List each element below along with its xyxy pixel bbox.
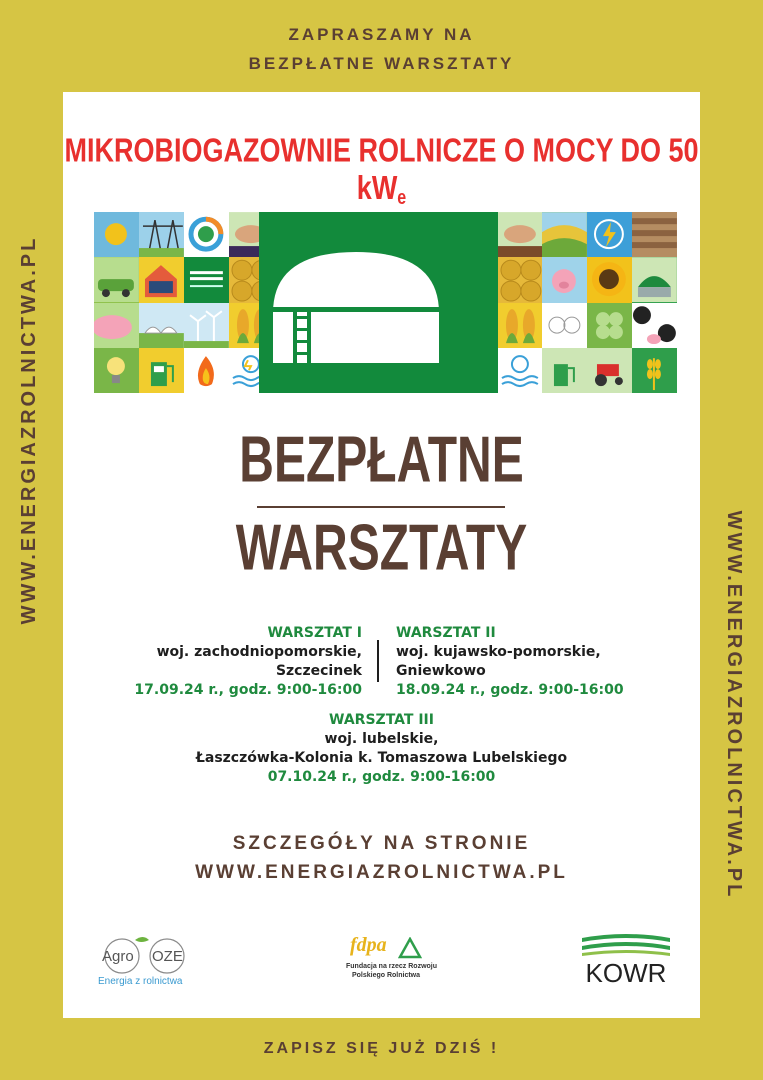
- agro-logo-text: Agro: [102, 948, 134, 965]
- tractor-icon: [587, 348, 632, 393]
- biogas-plant-icon: [259, 212, 453, 393]
- fdpa-line2: Polskiego Rolnictwa: [351, 972, 421, 979]
- oze-logo-text: OZE: [152, 948, 183, 965]
- workshop-1-date: 17.09.24 r., godz. 9:00-16:00: [134, 682, 362, 698]
- main-heading: [63, 131, 700, 217]
- sunflower-icon: [587, 257, 632, 302]
- details-url[interactable]: WWW.ENERGIAZROLNICTWA.PL: [195, 862, 568, 883]
- kowr-mini-logo: [184, 257, 229, 302]
- handshake-icon: [498, 212, 543, 257]
- fuel-pump-icon: [542, 348, 587, 393]
- top-banner-line1: ZAPRASZAMY NA: [288, 25, 475, 44]
- biogas-tank-icon: [632, 257, 677, 302]
- power-line-icon: [139, 212, 184, 257]
- poster-card: [63, 92, 700, 1018]
- hydro-icon: [498, 348, 543, 393]
- title-divider: [257, 506, 505, 508]
- workshop-3: [63, 711, 700, 787]
- workshop-2-date: 18.09.24 r., godz. 9:00-16:00: [396, 682, 624, 698]
- solar-house-icon: [139, 257, 184, 302]
- workshop-1-place: Szczecinek: [275, 663, 362, 679]
- pig-icon: [94, 303, 139, 348]
- workshop-2-label: WARSZTAT II: [396, 625, 496, 641]
- pig-icon: [542, 257, 587, 302]
- clover-icon: [587, 303, 632, 348]
- workshop-2: [396, 624, 624, 700]
- workshop-2-region: woj. kujawsko-pomorskie,: [396, 644, 601, 660]
- cow-icon: [632, 303, 677, 348]
- workshop-1: [134, 624, 362, 700]
- top-banner: [0, 20, 763, 78]
- agro-oze-logo[interactable]: [95, 934, 195, 992]
- kowr-logo-text: KOWR: [585, 958, 667, 988]
- fuel-pump-icon: [139, 348, 184, 393]
- details: [63, 829, 700, 887]
- main-heading-subscript: e: [397, 187, 407, 209]
- fdpa-line1: Fundacja na rzecz Rozwoju: [346, 963, 438, 970]
- wheat-icon: [632, 348, 677, 393]
- bottom-banner[interactable]: ZAPISZ SIĘ JUŻ DZIŚ !: [263, 1040, 500, 1057]
- agro-oze-mini-logo: [542, 303, 587, 348]
- workshop-1-region: woj. zachodniopomorskie,: [156, 644, 362, 660]
- fdpa-logo[interactable]: [346, 934, 438, 988]
- workshop-divider: [377, 640, 379, 682]
- fdpa-logo-text: fdpa: [350, 934, 387, 956]
- workshop-1-label: WARSZTAT I: [267, 625, 362, 641]
- workshop-3-place: Łaszczówka-Kolonia k. Tomaszowa Lubelskiego: [195, 750, 568, 766]
- details-line1: SZCZEGÓŁY NA STRONIE: [232, 833, 531, 854]
- greenhouse-icon: [139, 303, 184, 348]
- flame-icon: [184, 348, 229, 393]
- side-url-right[interactable]: WWW.ENERGIAZROLNICTWA.PL: [723, 510, 745, 900]
- light-bulb-icon: [94, 348, 139, 393]
- hills-icon: [542, 212, 587, 257]
- workshop-3-date: 07.10.24 r., godz. 9:00-16:00: [267, 769, 496, 785]
- wind-turbine-icon: [184, 303, 229, 348]
- workshop-3-region: woj. lubelskie,: [324, 731, 439, 747]
- hay-bales-icon: [498, 257, 543, 302]
- firewood-icon: [632, 212, 677, 257]
- top-banner-line2: BEZPŁATNE WARSZTATY: [248, 54, 515, 73]
- side-url-left[interactable]: WWW.ENERGIAZROLNICTWA.PL: [18, 235, 40, 625]
- main-heading-text: MIKROBIOGAZOWNIE ROLNICZE O MOCY DO 50 kW: [64, 131, 699, 207]
- eco-circle-icon: [184, 212, 229, 257]
- agro-oze-tagline: Energia z rolnictwa: [98, 976, 183, 987]
- car-icon: [94, 257, 139, 302]
- kowr-logo[interactable]: [580, 932, 672, 992]
- lightning-icon: [587, 212, 632, 257]
- workshop-3-label: WARSZTAT III: [329, 712, 434, 728]
- title-line1: BEZPŁATNE: [239, 424, 524, 497]
- corn-icon: [498, 303, 543, 348]
- title-line2: WARSZTATY: [235, 512, 528, 585]
- sun-icon: [94, 212, 139, 257]
- workshop-2-place: Gniewkowo: [396, 663, 486, 679]
